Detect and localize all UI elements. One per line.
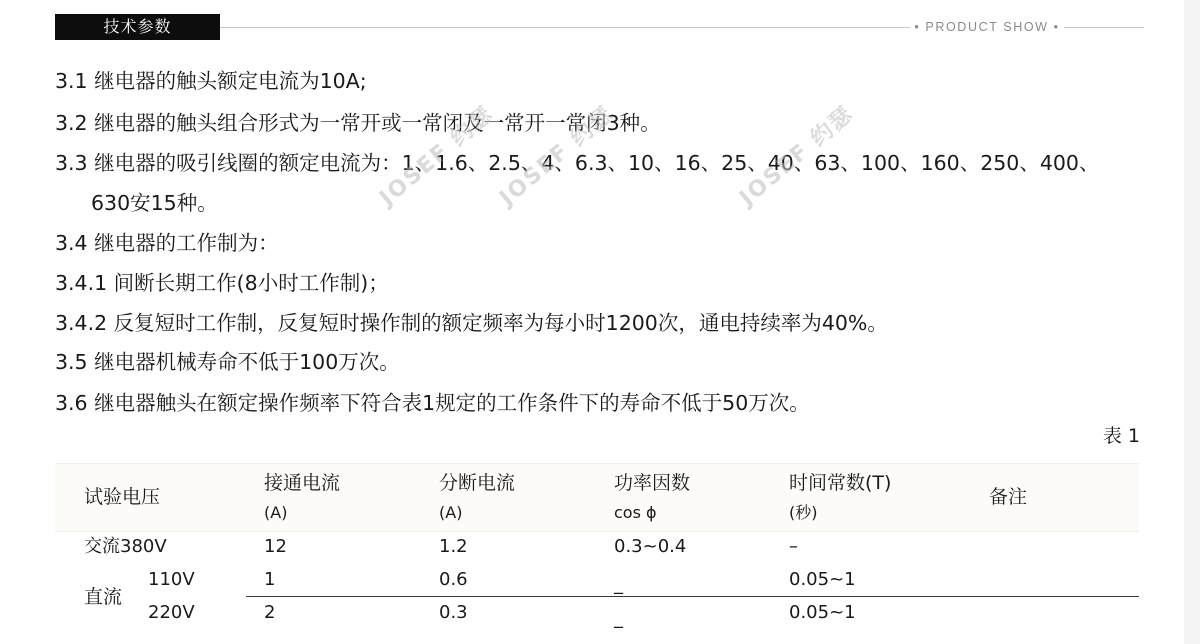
cell-break-current: 0.3 [439,602,468,623]
cell-power-factor: 0.3~0.4 [614,536,687,557]
watermark-logo: JOSEF 约瑟 [495,101,619,211]
cell-time-constant: – [789,536,798,557]
cell-power-factor: _ [614,608,623,629]
header-break-current-unit: (A) [439,503,463,522]
watermark-logo: JOSEF 约瑟 [375,101,499,211]
header-test-voltage: 试验电压 [84,486,161,508]
cell-voltage: 110V [148,569,195,590]
header-power-factor: 功率因数 [614,472,691,494]
page-scrollbar[interactable] [1184,0,1200,644]
cell-make-current: 1 [264,569,276,590]
spec-3-2: 3.2 继电器的触头组合形式为一常开或一常闭及一常开一常闭3种。 [55,111,661,135]
spec-3-1: 3.1 继电器的触头额定电流为10A; [55,69,367,93]
cell-make-current: 2 [264,602,276,623]
spec-3-4: 3.4 继电器的工作制为： [55,231,279,255]
product-show-label: • PRODUCT SHOW • [914,20,1060,34]
spec-3-6: 3.6 继电器触头在额定操作频率下符合表1规定的工作条件下的寿命不低于50万次。 [55,391,810,415]
cell-break-current: 1.2 [439,536,468,557]
cell-power-factor: _ [614,574,623,595]
table-header-row [55,463,1139,532]
cell-make-current: 12 [264,536,287,557]
header-power-factor-unit: cos ϕ [614,503,657,522]
row-divider [246,596,1139,597]
table-caption: 表 1 [1102,425,1140,447]
header-remarks: 备注 [989,486,1028,508]
header-make-current: 接通电流 [264,472,341,494]
section-title-tab: 技术参数 [55,14,220,40]
header-break-current: 分断电流 [439,472,516,494]
header-time-constant-unit: (秒) [789,503,818,522]
spec-3-4-1: 3.4.1 间断长期工作(8小时工作制)； [55,271,389,295]
cell-break-current: 0.6 [439,569,468,590]
spec-3-4-2: 3.4.2 反复短时工作制，反复短时操作制的额定频率为每小时1200次，通电持续率为40%。 [55,311,888,335]
cell-voltage: 220V [148,602,195,623]
cell-time-constant: 0.05~1 [789,569,856,590]
spec-3-5: 3.5 继电器机械寿命不低于100万次。 [55,350,400,374]
cell-voltage: 交流380V [84,536,167,557]
cell-dc-group: 直流 [84,586,123,608]
spec-3-3: 3.3 继电器的吸引线圈的额定电流为：1、1.6、2.5、4、6.3、10、16、25、40、63、100、160、250、400、 [55,151,1100,175]
spec-3-3-continued: 630安15种。 [91,191,218,215]
header-divider [220,27,910,28]
watermark-logo: JOSEF 约瑟 [735,101,859,211]
header-divider-right [1064,27,1144,28]
header-make-current-unit: (A) [264,503,288,522]
cell-time-constant: 0.05~1 [789,602,856,623]
header-time-constant: 时间常数(T) [789,472,892,494]
